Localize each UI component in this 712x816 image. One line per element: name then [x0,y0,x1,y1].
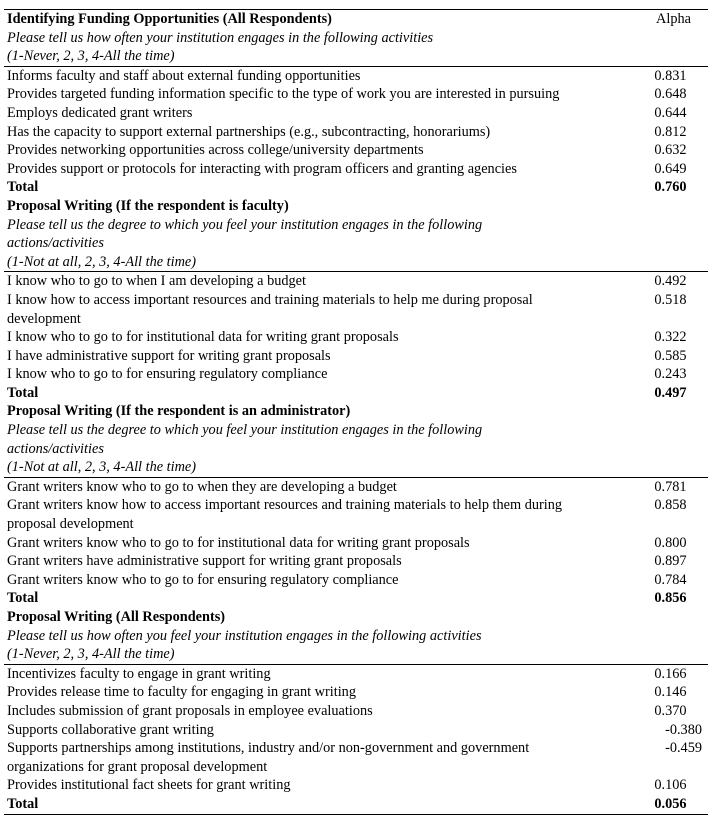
item-alpha: 0.492 [639,272,708,291]
item-alpha: 0.831 [639,66,708,85]
item-row [4,776,708,795]
item-row [4,683,708,702]
item-text: Informs faculty and staff about external funding opportunities [4,66,639,85]
item-row [4,365,708,384]
item-text: Provides release time to faculty for engaging in grant writing [7,684,356,701]
item-text: I know who to go to for institutional data for writing grant proposals [7,329,399,346]
section-title: Proposal Writing (If the respondent is faculty) [7,197,289,214]
item-row [4,328,708,347]
empty-cell [639,627,708,646]
item-text: I have administrative support for writing grant proposals [7,347,331,364]
total-alpha: 0.497 [654,384,687,401]
item-row [4,66,708,85]
reliability-table [4,9,708,815]
item-alpha: 0.146 [654,684,687,701]
item-text: Supports collaborative grant writing [7,721,214,738]
instruction-row [4,645,708,664]
item-alpha: 0.370 [654,702,687,719]
item-text: Provides targeted funding information specific to the type of work you are interested in pursuing [7,86,560,103]
alpha-header: Alpha [639,10,708,29]
item-row [4,477,708,496]
empty-cell [639,29,708,48]
item-text: Grant writers have administrative support for writing grant proposals [7,553,402,570]
empty-cell [639,421,708,440]
item-text: I know who to go to for ensuring regulatory compliance [7,366,328,383]
section-title-row [4,608,708,627]
empty-cell [639,216,708,235]
item-alpha: 0.648 [654,86,687,103]
item-row [4,141,708,160]
item-row [4,123,708,142]
item-text-line: I know how to access important resources and training materials to help me during proposal [7,291,533,308]
item-text-line: Supports partnerships among institutions, industry and/or non-government and government [7,740,530,757]
item-text: Grant writers know who to go to for institutional data for writing grant proposals [7,534,470,551]
instruction-text: Please tell us how often you feel your institution engages in the following activities [7,627,482,644]
item-alpha: 0.243 [654,366,687,383]
empty-cell [639,253,708,272]
section-title-row [4,10,708,29]
empty-cell [639,645,708,664]
item-alpha: 0.858 [654,497,687,514]
instruction-row [4,458,708,477]
empty-cell [639,47,708,66]
empty-cell [639,440,708,459]
section-title-row [4,197,708,216]
item-alpha: 0.781 [639,477,708,496]
item-text: Provides networking opportunities across college/university departments [7,142,424,159]
item-text: Has the capacity to support external partnerships (e.g., subcontracting, honorariums) [7,123,491,140]
item-text: Grant writers know who to go to for ensuring regulatory compliance [7,571,399,588]
instruction-text: actions/activities [7,235,104,252]
item-alpha: 0.322 [654,329,687,346]
instruction-text: (1-Not at all, 2, 3, 4-All the time) [7,253,197,270]
empty-cell [639,402,708,421]
section-title: Proposal Writing (If the respondent is an administrator) [7,403,351,420]
instruction-text: (1-Never, 2, 3, 4-All the time) [7,646,175,663]
item-text: I know who to go to when I am developing a budget [4,272,639,291]
instruction-text: Please tell us how often your institution engages in the following activities [7,29,434,46]
total-row [4,384,708,403]
item-alpha: 0.649 [654,160,687,177]
item-text: Grant writers know who to go to when they are developing a budget [4,477,639,496]
item-text: Employs dedicated grant writers [7,104,193,121]
instruction-text: Please tell us the degree to which you feel your institution engages in the following [7,422,483,439]
item-alpha: 0.166 [639,664,708,683]
item-row [4,347,708,366]
section-title: Identifying Funding Opportunities (All Respondents) [4,10,639,29]
instruction-row [4,627,708,646]
item-text [4,739,639,776]
item-alpha: 0.632 [654,142,687,159]
item-alpha: 0.784 [654,571,687,588]
item-row [4,160,708,179]
instruction-text: (1-Not at all, 2, 3, 4-All the time) [7,459,197,476]
item-alpha: 0.518 [654,291,687,308]
item-row [4,552,708,571]
item-row [4,291,708,328]
empty-cell [639,608,708,627]
item-text: Includes submission of grant proposals in employee evaluations [7,702,373,719]
total-alpha: 0.760 [654,179,687,196]
empty-cell [639,234,708,253]
item-text: Provides support or protocols for interacting with program officers and granting agencies [7,160,517,177]
item-row [4,571,708,590]
instruction-row [4,253,708,272]
item-alpha: 0.644 [654,104,687,121]
instruction-row [4,216,708,235]
instruction-row [4,29,708,48]
total-alpha: 0.856 [654,590,687,607]
instruction-row [4,234,708,253]
item-alpha: 0.800 [654,534,687,551]
item-text [4,291,639,328]
item-row [4,664,708,683]
instruction-row [4,47,708,66]
instruction-row [4,421,708,440]
instruction-row [4,440,708,459]
total-label: Total [4,795,639,814]
item-alpha: -0.459 [665,740,702,757]
item-row [4,534,708,553]
item-alpha: 0.897 [654,553,687,570]
item-row [4,85,708,104]
total-row [4,178,708,197]
item-row [4,272,708,291]
item-text-line: proposal development [7,516,134,533]
total-label: Total [7,384,39,401]
item-row [4,104,708,123]
empty-cell [639,197,708,216]
section-title: Proposal Writing (All Respondents) [7,609,226,625]
empty-cell [639,458,708,477]
item-text: Incentivizes faculty to engage in grant writing [4,664,639,683]
item-row [4,496,708,533]
item-alpha: 0.812 [654,123,687,140]
section-title-row [4,402,708,421]
item-text-line: organizations for grant proposal development [7,758,268,775]
item-alpha: 0.106 [654,777,687,794]
instruction-text: Please tell us the degree to which you feel your institution engages in the following [7,216,483,233]
total-alpha: 0.056 [639,795,708,814]
item-row [4,721,708,740]
total-label: Total [7,179,39,196]
item-text-line: development [7,310,81,327]
instruction-text: actions/activities [7,440,104,457]
item-row [4,702,708,721]
item-alpha: -0.380 [665,721,702,738]
total-row [4,589,708,608]
item-text: Provides institutional fact sheets for grant writing [7,777,291,794]
total-row [4,795,708,814]
item-row [4,739,708,776]
item-text [4,496,639,533]
instruction-text: (1-Never, 2, 3, 4-All the time) [7,48,175,65]
item-alpha: 0.585 [654,347,687,364]
total-label: Total [7,590,39,607]
item-text-line: Grant writers know how to access important resources and training materials to help them during [7,497,563,514]
